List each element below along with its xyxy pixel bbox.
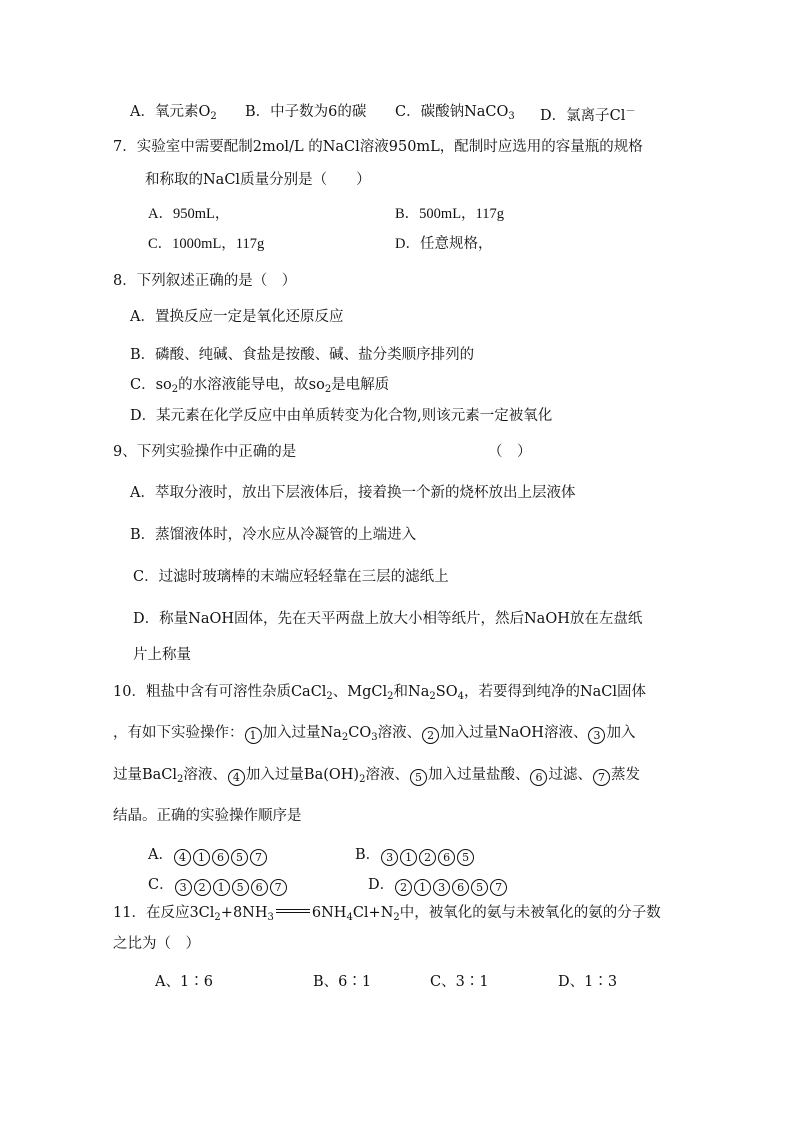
q7-option-c: C．1000mL，117g [148, 236, 265, 252]
q11-stem-line2: 之比为（ ） [113, 936, 200, 952]
q8-option-a: A．置换反应一定是氧化还原反应 [130, 309, 344, 325]
q6-option-a: A．氧元素$O_2$ [130, 104, 217, 122]
q10-option-a-sequence [173, 847, 268, 863]
q8-stem: 8．下列叙述正确的是（ ） [113, 273, 297, 289]
q6-option-b: B．中子数为6的碳 [245, 104, 367, 120]
q7-option-a: A．950mL， [148, 206, 230, 222]
circled-number-icon: 7 [270, 879, 287, 896]
circled-number-icon: 6 [438, 849, 455, 866]
q11-option-c: C、3∶1 [430, 974, 489, 990]
q7-option-b: B．500mL，117g [395, 206, 505, 222]
q9-answer-paren: （ ） [488, 444, 532, 460]
q10-option-d-sequence [394, 877, 508, 893]
q6-option-d: D．氯离子Cl－ [540, 106, 636, 124]
q6-option-c: C．碳酸钠NaCO$_3$ [395, 104, 515, 122]
circled-number-icon: 3 [433, 879, 450, 896]
circled-number-icon: 7 [250, 849, 267, 866]
q9-option-a: A．萃取分液时，放出下层液体后，接着换一个新的烧杯放出上层液体 [130, 485, 576, 501]
circled-number-icon: 5 [231, 849, 248, 866]
q10-option-c-sequence [174, 877, 288, 893]
q10-stem-line2: ，有如下实验操作： 1 加入过量$Na_2CO_3$溶液、 2 加入过量NaOH溶液、 3 加入 [113, 725, 636, 743]
q8-option-d: D．某元素在化学反应中由单质转变为化合物,则该元素一定被氧化 [130, 408, 553, 424]
q7-stem-line1: 7．实验室中需要配制2mol/L 的NaCl溶液950mL，配制时应选用的容量瓶的规格 [113, 139, 643, 155]
q11-stem-line1: 11．在反应$3Cl_2+8NH_3$ $6NH_4Cl+N_2$中，被氧化的氨与未被氧化的氨的分子数 [113, 905, 661, 923]
circled-number-icon: 1 [414, 879, 431, 896]
q9-stem: 9、下列实验操作中正确的是 [113, 444, 297, 460]
q10-option-d: D． 2 1 3 6 5 7 [368, 875, 508, 896]
circled-3-icon: 3 [588, 727, 605, 744]
circled-number-icon: 2 [395, 879, 412, 896]
circled-number-icon: 1 [213, 879, 230, 896]
circled-number-icon: 4 [174, 849, 191, 866]
q8-option-c: C．$so_2$的水溶液能导电，故$so_2$是电解质 [130, 377, 390, 395]
q10-option-b-sequence [380, 847, 475, 863]
circled-number-icon: 6 [452, 879, 469, 896]
circled-5-icon: 5 [410, 769, 427, 786]
q10-option-a: A． 4 1 6 5 7 [148, 845, 268, 866]
circled-7-icon: 7 [593, 769, 610, 786]
circled-number-icon: 5 [232, 879, 249, 896]
circled-number-icon: 6 [212, 849, 229, 866]
circled-number-icon: 1 [193, 849, 210, 866]
circled-number-icon: 3 [175, 879, 192, 896]
circled-number-icon: 2 [194, 879, 211, 896]
circled-number-icon: 7 [490, 879, 507, 896]
circled-6-icon: 6 [530, 769, 547, 786]
q10-option-b: B． 3 1 2 6 5 [355, 845, 475, 866]
circled-1-icon: 1 [245, 727, 262, 744]
circled-number-icon: 2 [419, 849, 436, 866]
equals-arrow-icon [276, 909, 310, 913]
circled-2-icon: 2 [422, 727, 439, 744]
q11-option-b: B、6∶1 [313, 974, 372, 990]
q10-stem-line4: 结晶。正确的实验操作顺序是 [113, 808, 302, 824]
q10-stem-line1: 10．粗盐中含有可溶性杂质CaCl$_2$、MgCl$_2$和$Na_2SO_4$，若要得到纯净的NaCl固体 [113, 684, 647, 702]
q7-option-d: D．任意规格， [395, 236, 493, 252]
q9-option-d-line1: D．称量NaOH固体，先在天平两盘上放大小相等纸片，然后NaOH放在左盘纸 [133, 611, 643, 627]
circled-4-icon: 4 [228, 769, 245, 786]
q11-option-a: A、1∶6 [155, 974, 213, 990]
q11-option-d: D、1∶3 [558, 974, 618, 990]
circled-number-icon: 5 [471, 879, 488, 896]
q9-option-b: B．蒸馏液体时，冷水应从冷凝管的上端进入 [130, 527, 417, 543]
q10-option-c: C． 3 2 1 5 6 7 [148, 875, 288, 896]
q10-stem-line3: 过量BaCl$_2$溶液、 4 加入过量$Ba(OH)_2$溶液、 5 加入过量盐酸、 6 过滤、 7 蒸发 [113, 767, 640, 785]
q9-option-c: C．过滤时玻璃棒的末端应轻轻靠在三层的滤纸上 [133, 569, 449, 585]
q9-option-d-line2: 片上称量 [133, 647, 191, 663]
circled-number-icon: 5 [457, 849, 474, 866]
circled-number-icon: 1 [400, 849, 417, 866]
circled-number-icon: 3 [381, 849, 398, 866]
circled-number-icon: 6 [251, 879, 268, 896]
q8-option-b: B．磷酸、纯碱、食盐是按酸、碱、盐分类顺序排列的 [130, 347, 475, 363]
q7-stem-line2: 和称取的NaCl质量分别是（ ） [145, 172, 371, 188]
